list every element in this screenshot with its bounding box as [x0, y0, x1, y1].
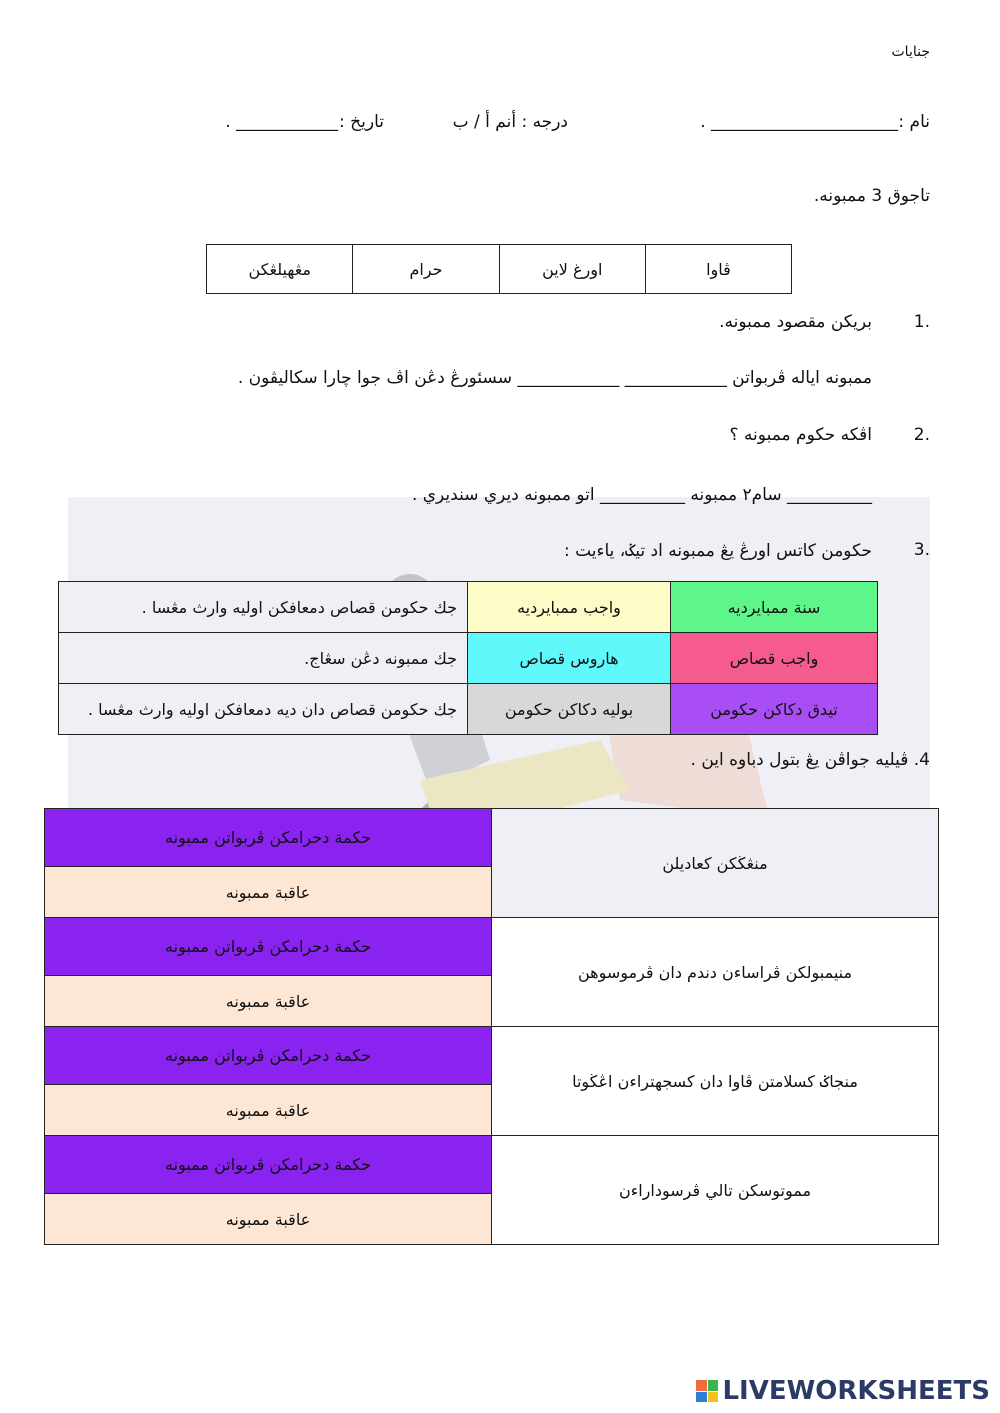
- statement-cell: مموتوسكن تالي ڤرسوداراءن: [492, 1136, 939, 1245]
- punishment-description-cell: جك ممبونه دڠن سڠاج.: [59, 633, 468, 684]
- wisdom-cell[interactable]: حكمة دحرامكن ڤربواتن ممبونه: [45, 809, 492, 867]
- date-field[interactable]: ____________ .: [225, 112, 338, 132]
- punishment-type-cell[interactable]: سنة ممبايرديه: [671, 582, 878, 633]
- punishment-type-cell[interactable]: تيدق دكاكن حكومن: [671, 684, 878, 735]
- name-label: نام :: [898, 112, 930, 132]
- option-cell[interactable]: ڤاوا: [645, 245, 791, 294]
- matching-table: [44, 808, 939, 1245]
- punishment-description-cell: جك حكومن قصاص دمعافكن اوليه وارث مڠسا .: [59, 582, 468, 633]
- consequence-cell[interactable]: عاقبة ممبونه: [45, 976, 492, 1027]
- logo-text: LIVEWORKSHEETS: [722, 1376, 990, 1406]
- liveworksheets-logo: [696, 1375, 990, 1407]
- date-label: تاريخ :: [339, 112, 384, 132]
- punishment-condition-cell[interactable]: هاروس قصاص: [468, 633, 671, 684]
- punishment-table: [58, 581, 878, 735]
- statement-cell: منيمبولكن ڤراساءن دندم دان ڤرموسوهن: [492, 918, 939, 1027]
- subject-label: جنايات: [891, 44, 930, 60]
- statement-cell: منجاݢ كسلامتن ڤاوا دان كسجهتراءن اڠڬوتا: [492, 1027, 939, 1136]
- option-cell[interactable]: اورغ لاين: [499, 245, 645, 294]
- wisdom-cell[interactable]: حكمة دحرامكن ڤربواتن ممبونه: [45, 1027, 492, 1085]
- options-table: [206, 244, 792, 294]
- question-4-text: 4. ڤيليه جواڤن يڠ بتول دباوه اين .: [690, 750, 930, 770]
- punishment-type-cell[interactable]: واجب قصاص: [671, 633, 878, 684]
- question-blank-line[interactable]: __________ سام٢ ممبونه __________ اتو ممبونه ديري سنديري .: [411, 485, 872, 505]
- consequence-cell[interactable]: عاقبة ممبونه: [45, 1085, 492, 1136]
- grade-label: درجه : أنم أ / ب: [452, 112, 568, 132]
- question-number: 3.: [913, 540, 930, 560]
- wisdom-cell[interactable]: حكمة دحرامكن ڤربواتن ممبونه: [45, 1136, 492, 1194]
- logo-badge-icon: [696, 1380, 718, 1402]
- instruction-text: تاجوق 3 ممبونه.: [813, 186, 930, 206]
- question-text: اڤكه حكوم ممبونه ؟: [729, 425, 872, 445]
- punishment-description-cell: جك حكومن قصاص دان ديه دمعافكن اوليه وارث مڠسا .: [59, 684, 468, 735]
- question-blank-line[interactable]: ممبونه اياله ڤربواتن ____________ ____________ سسئورڠ دڠن اڤ جوا چارا سکاليڤون .: [237, 368, 872, 388]
- punishment-condition-cell[interactable]: واجب ممبايرديه: [468, 582, 671, 633]
- wisdom-cell[interactable]: حكمة دحرامكن ڤربواتن ممبونه: [45, 918, 492, 976]
- statement-cell: منڠڬكن كعاديلن: [492, 809, 939, 918]
- question-number: 1.: [913, 312, 930, 332]
- question-number: 2.: [913, 425, 930, 445]
- consequence-cell[interactable]: عاقبة ممبونه: [45, 867, 492, 918]
- punishment-condition-cell[interactable]: بوليه دكاكن حكومن: [468, 684, 671, 735]
- consequence-cell[interactable]: عاقبة ممبونه: [45, 1194, 492, 1245]
- option-cell[interactable]: حرام: [353, 245, 499, 294]
- question-text: بريكن مقصود ممبونه.: [719, 312, 872, 332]
- option-cell[interactable]: مڠهيلڠكن: [207, 245, 353, 294]
- name-field[interactable]: ______________________ .: [700, 112, 898, 132]
- question-text: حكومن كاتس اورڠ يڠ ممبونه اد تيݢ، ياءيت :: [563, 541, 872, 561]
